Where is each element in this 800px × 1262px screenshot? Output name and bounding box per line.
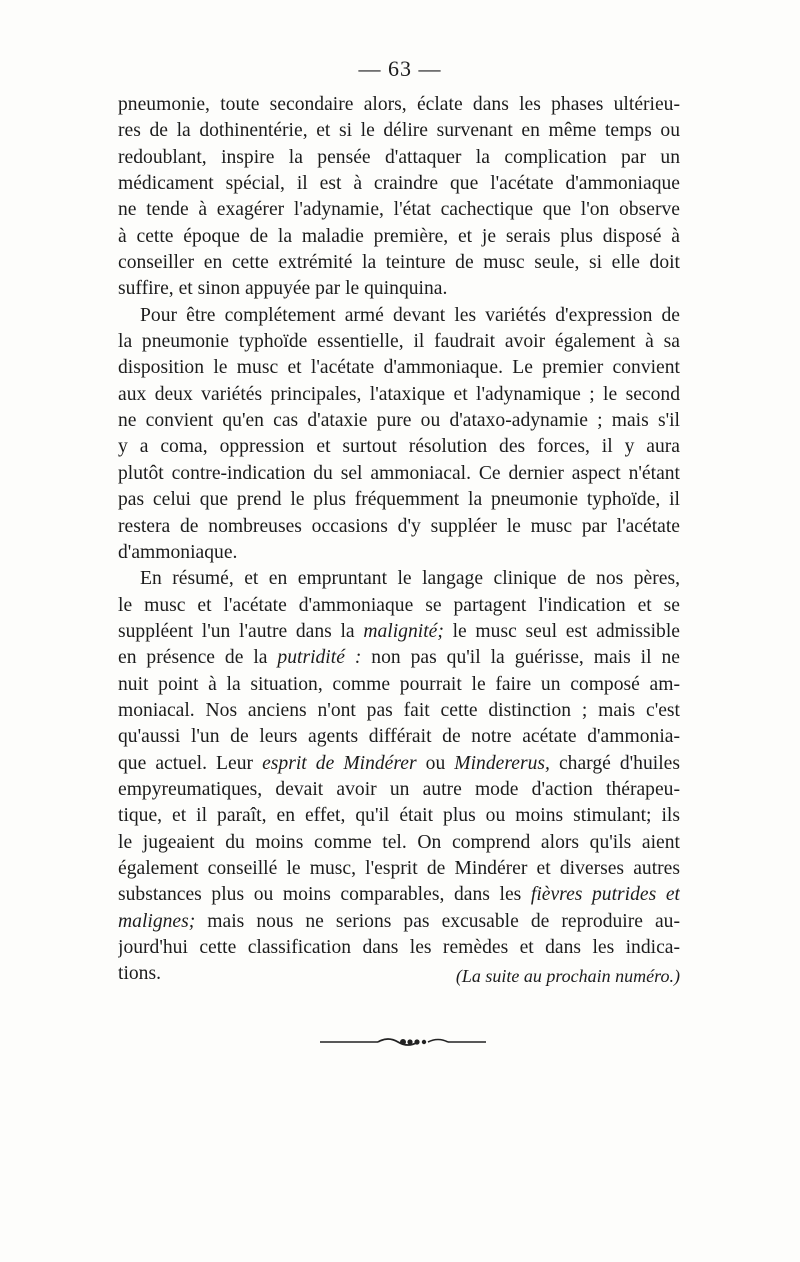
text-line <box>118 698 680 724</box>
text-line <box>118 619 680 645</box>
continuation-note: (La suite au prochain numéro.) <box>455 966 680 986</box>
italic-text: malignité; <box>363 620 444 642</box>
text-segment: y a coma, oppression et surtout résolution des forces, il y aura <box>118 436 680 458</box>
text-line <box>118 856 680 882</box>
text-line <box>118 276 680 302</box>
text-line <box>118 909 680 935</box>
text-line <box>118 461 680 487</box>
text-segment: également conseillé le musc, l'esprit de Mindérer et diverses autres <box>118 857 680 879</box>
text-line <box>118 487 680 513</box>
text-segment: chargé d'huiles <box>549 752 680 774</box>
text-line <box>118 329 680 355</box>
text-segment: res de la dothinentérie, et si le délire survenant en même temps ou <box>118 120 680 142</box>
text-segment: nuit point à la situation, comme pourrait le faire un composé am- <box>118 673 680 695</box>
text-segment: le musc et l'acétate d'ammoniaque se partagent l'indication et se <box>118 594 680 616</box>
text-segment: pas celui que prend le plus fréquemment la pneumonie typhoïde, il <box>118 489 680 511</box>
text-line <box>118 382 680 408</box>
end-ornament <box>318 1034 488 1048</box>
text-line <box>118 118 680 144</box>
text-line <box>118 803 680 829</box>
text-segment: jourd'hui cette classification dans les remèdes et dans les indica- <box>118 937 680 958</box>
text-segment: ne convient qu'en cas d'ataxie pure ou d'ataxo-adynamie ; mais s'il <box>118 410 680 432</box>
text-line <box>118 777 680 803</box>
text-segment: tions. <box>118 963 162 985</box>
text-segment: En résumé, et en empruntant le langage clinique de nos pères, <box>140 568 680 590</box>
text-segment: d'ammoniaque. <box>118 541 238 563</box>
text-segment: restera de nombreuses occasions d'y suppléer le musc par l'acétate <box>118 515 680 537</box>
text-line <box>118 672 680 698</box>
text-segment: suppléent l'un l'autre dans la <box>118 620 364 642</box>
page-number: — 63 — <box>358 56 442 81</box>
text-segment: le musc seul est admissible <box>443 620 680 642</box>
text-segment: tique, et il paraît, en effet, qu'il était plus ou moins stimulant; ils <box>118 805 680 827</box>
text-line <box>118 171 680 197</box>
text-line <box>118 224 680 250</box>
text-segment: substances plus ou moins comparables, dans les <box>118 884 531 906</box>
text-line <box>118 355 680 381</box>
text-line <box>118 92 680 118</box>
italic-text: esprit de Mindérer <box>262 752 417 774</box>
text-line <box>118 751 680 777</box>
text-segment: que actuel. Leur <box>118 752 263 774</box>
text-line <box>118 434 680 460</box>
text-line <box>118 566 680 592</box>
text-segment: moniacal. Nos anciens n'ont pas fait cette distinction ; mais c'est <box>118 699 680 721</box>
italic-text: Mindererus, <box>454 752 550 774</box>
text-line <box>118 250 680 276</box>
text-segment: à cette époque de la maladie première, et je serais plus disposé à <box>118 225 680 247</box>
text-line <box>118 830 680 856</box>
text-segment: suffire, et sinon appuyée par le quinquina. <box>118 278 448 300</box>
text-segment: conseiller en cette extrémité la teinture de musc seule, si elle doit <box>118 252 680 274</box>
text-segment: non pas qu'il la guérisse, mais il ne <box>361 647 680 669</box>
text-segment: Pour être complétement armé devant les variétés d'expression de <box>140 304 680 326</box>
text-segment: pneumonie, toute secondaire alors, éclate dans les phases ultérieu- <box>118 94 680 115</box>
text-segment: en présence de la <box>118 647 278 669</box>
italic-text: fièvres putrides et <box>530 884 680 906</box>
text-segment: mais nous ne serions pas excusable de reproduire au- <box>195 910 680 932</box>
italic-text: putridité : <box>277 647 362 669</box>
text-segment: ou <box>416 752 455 774</box>
text-segment: disposition le musc et l'acétate d'ammoniaque. Le premier convient <box>118 357 680 379</box>
text-line <box>118 303 680 329</box>
text-line <box>118 145 680 171</box>
text-segment: médicament spécial, il est à craindre que l'acétate d'ammoniaque <box>118 173 680 195</box>
text-segment: plutôt contre-indication du sel ammoniacal. Ce dernier aspect n'étant <box>118 462 680 484</box>
text-line <box>118 645 680 671</box>
italic-text: malignes; <box>118 910 196 932</box>
text-segment: redoublant, inspire la pensée d'attaquer la complication par un <box>118 146 680 168</box>
text-segment: qu'aussi l'un de leurs agents différait de notre acétate d'ammonia- <box>118 726 680 748</box>
body-text <box>118 92 680 988</box>
text-line <box>118 882 680 908</box>
text-segment: la pneumonie typhoïde essentielle, il faudrait avoir également à sa <box>118 331 680 353</box>
text-segment: le jugeaient du moins comme tel. On comprend alors qu'ils aient <box>118 831 680 853</box>
text-segment: ne tende à exagérer l'adynamie, l'état cachectique que l'on observe <box>118 199 680 221</box>
text-line <box>118 724 680 750</box>
text-segment: aux deux variétés principales, l'ataxique et l'adynamique ; le second <box>118 383 680 405</box>
text-segment: empyreumatiques, devait avoir un autre mode d'action thérapeu- <box>118 778 680 800</box>
text-line <box>118 514 680 540</box>
text-line <box>118 197 680 223</box>
text-line <box>118 408 680 434</box>
text-line <box>118 935 680 961</box>
text-line <box>118 593 680 619</box>
text-line <box>118 540 680 566</box>
